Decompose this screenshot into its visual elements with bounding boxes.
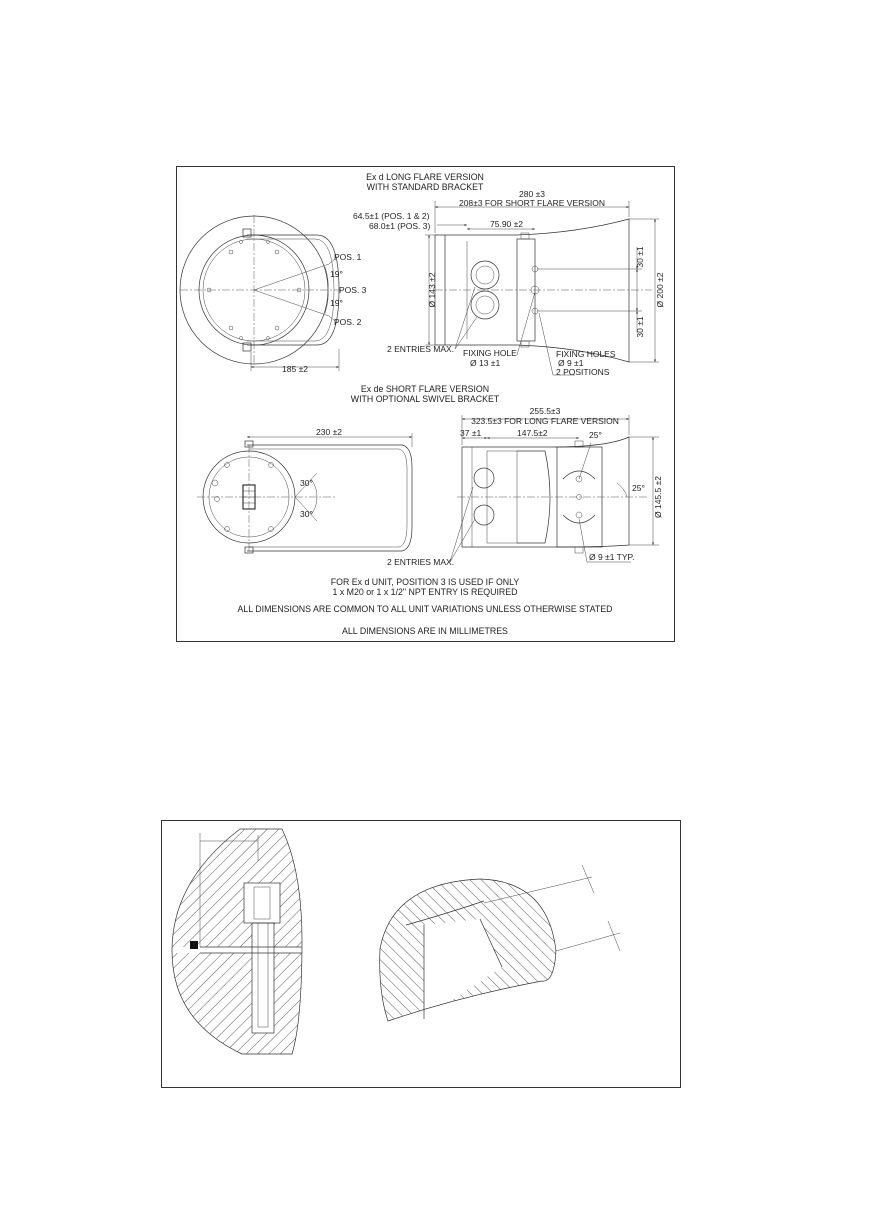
dimension-drawing-frame — [176, 166, 675, 642]
note-common-dimensions: ALL DIMENSIONS ARE COMMON TO ALL UNIT VARIATIONS UNLESS OTHERWISE STATED — [237, 604, 613, 614]
flamepath-detail-drawing — [162, 821, 680, 1087]
typ-dia-9: Ø 9 ±1 TYP. — [589, 552, 635, 562]
short-flare-title: Ex de SHORT FLARE VERSION — [360, 384, 490, 394]
fixing-holes-label: FIXING HOLES — [556, 349, 616, 359]
flamepath-detail-frame — [161, 820, 681, 1088]
fixing-holes-dia: Ø 9 ±1 — [558, 358, 584, 368]
dia-145-5: Ø 145.5 ±2 — [653, 476, 663, 518]
flamepath-gap-detail — [362, 861, 620, 1041]
angle-25-top: 25° — [589, 430, 602, 440]
dim-230: 230 ±2 — [316, 427, 342, 437]
long-flare-323: 323.5±3 FOR LONG FLARE VERSION — [471, 416, 619, 426]
offset-pos12: 64.5±1 (POS. 1 & 2) — [353, 211, 430, 221]
front-view-standard-bracket — [180, 215, 339, 365]
dim-147: 147.5±2 — [517, 428, 548, 438]
dim-185: 185 ±2 — [282, 364, 308, 374]
dim-255: 255.5±3 — [529, 406, 561, 416]
dim-30-top: 30 ±1 — [635, 246, 645, 268]
dia-143: Ø 143 ±2 — [427, 272, 437, 308]
offset-pos3: 68.0±1 (POS. 3) — [369, 221, 431, 231]
fixing-hole-dia: Ø 13 ±1 — [470, 358, 501, 368]
pos2-label: POS. 2 — [334, 317, 362, 327]
dim-75-90: 75.90 ±2 — [490, 219, 524, 229]
note-position3-line1: FOR Ex d UNIT, POSITION 3 IS USED IF ONLY — [330, 577, 520, 587]
angle-upper-19: 19° — [330, 269, 343, 279]
side-view-short-flare — [457, 437, 647, 553]
long-flare-subtitle: WITH STANDARD BRACKET — [366, 182, 484, 192]
long-flare-title: Ex d LONG FLARE VERSION — [366, 172, 484, 182]
angle-upper-30: 30° — [300, 478, 313, 488]
pos1-label: POS. 1 — [334, 252, 362, 262]
side-view-long-flare — [435, 219, 652, 362]
short-flare-subtitle: WITH OPTIONAL SWIVEL BRACKET — [350, 394, 500, 404]
dia-200: Ø 200 ±2 — [655, 272, 665, 308]
entries-max-bottom: 2 ENTRIES MAX. — [387, 557, 455, 567]
note-millimetres: ALL DIMENSIONS ARE IN MILLIMETRES — [342, 626, 508, 636]
entries-max-top: 2 ENTRIES MAX. — [387, 344, 455, 354]
dimension-drawing — [177, 167, 674, 641]
angle-25-side: 25° — [632, 483, 645, 493]
pos3-label: POS. 3 — [339, 285, 367, 295]
angle-lower-30: 30° — [300, 509, 313, 519]
angle-lower-19: 19° — [330, 298, 343, 308]
dim-37: 37 ±1 — [460, 428, 482, 438]
note-position3-line2: 1 x M20 or 1 x 1/2" NPT ENTRY IS REQUIRED — [332, 587, 518, 597]
front-view-swivel-bracket — [197, 441, 412, 553]
bolt-section-detail — [162, 821, 362, 1087]
short-flare-208: 208±3 FOR SHORT FLARE VERSION — [458, 198, 606, 208]
fixing-holes-positions: 2 POSITIONS — [556, 367, 610, 377]
dim-30-bottom: 30 ±1 — [635, 316, 645, 338]
dim-280: 280 ±3 — [519, 189, 545, 199]
fixing-hole-label: FIXING HOLE — [463, 348, 517, 358]
